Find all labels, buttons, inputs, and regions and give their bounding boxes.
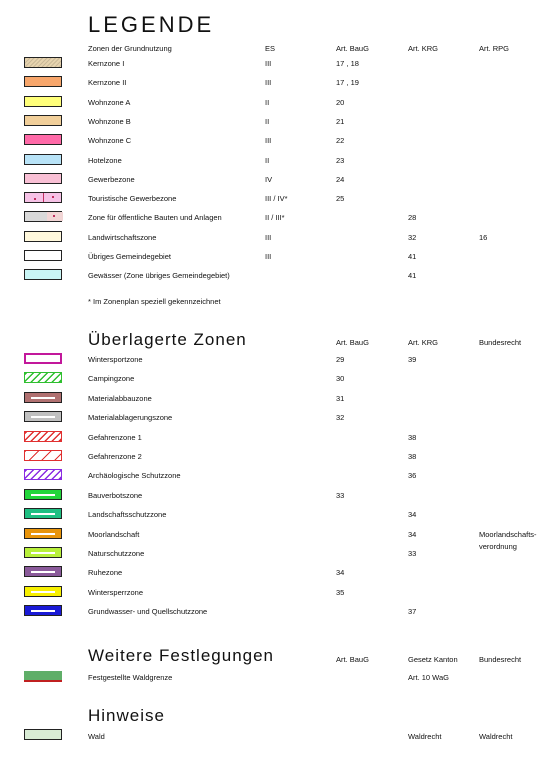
row-es: III	[265, 78, 272, 88]
wald-swatch	[24, 729, 62, 740]
row-label: Übriges Gemeindegebiet	[88, 252, 171, 261]
col-header-krg: Art. KRG	[408, 44, 439, 53]
row-label: Landwirtschaftszone	[88, 232, 157, 242]
row-label: Moorlandschaft	[88, 529, 140, 539]
gewerbe-swatch	[24, 173, 62, 184]
row-label: Wohnzone A	[88, 97, 131, 107]
col-header-baug-2: Art. BauG	[336, 338, 369, 347]
col-header-rpg: Art. RPG	[479, 44, 510, 53]
row-krg: 34	[408, 510, 417, 520]
moor-swatch	[24, 528, 62, 539]
row-baug: 22	[336, 136, 345, 146]
row-baug: 31	[336, 393, 345, 403]
row-kanton-waldgrenze: Art. 10 WaG	[408, 673, 449, 682]
row-es: IV	[265, 174, 273, 184]
row-baug: 32	[336, 413, 345, 423]
camping-swatch	[24, 372, 62, 383]
gefahr1-swatch	[24, 431, 62, 442]
row-krg: 28	[408, 213, 417, 223]
row-label: Naturschutzzone	[88, 549, 145, 558]
row-es: II / III*	[265, 213, 285, 223]
row-label: Ruhezone	[88, 568, 123, 578]
wohnB-swatch	[24, 115, 62, 126]
row-label: Gewerbezone	[88, 174, 135, 184]
waldgrenze-swatch	[24, 671, 62, 682]
row-krg: 38	[408, 452, 417, 461]
footnote: * Im Zonenplan speziell gekennzeichnet	[88, 297, 221, 306]
col-header-bund-3: Bundesrecht	[479, 655, 522, 664]
row-krg: 33	[408, 549, 417, 558]
row-label: Wintersportzone	[88, 355, 143, 364]
row-krg: 41	[408, 252, 417, 261]
row-es: III	[265, 59, 272, 68]
row-label: Zone für öffentliche Bauten und Anlagen	[88, 213, 222, 223]
landschaft-swatch	[24, 508, 62, 519]
row-krg: 37	[408, 607, 417, 617]
row-label-waldgrenze: Festgestellte Waldgrenze	[88, 673, 173, 682]
tourgew-swatch	[24, 192, 62, 203]
row-krg: 41	[408, 271, 417, 281]
bauverbot-swatch	[24, 489, 62, 500]
ablager-swatch	[24, 411, 62, 422]
row-rpg: 16	[479, 232, 488, 242]
hotel-swatch	[24, 154, 62, 165]
wohnA-swatch	[24, 96, 62, 107]
section-title-weitere: Weitere Festlegungen	[88, 646, 275, 665]
section-title-ueberlagerte: Überlagerte Zonen	[88, 330, 247, 349]
row-label: Bauverbotszone	[88, 490, 143, 500]
row-label: Gefahrenzone 2	[88, 452, 142, 461]
row-label: Gewässer (Zone übriges Gemeindegebiet)	[88, 271, 230, 281]
col-header-krg-2: Art. KRG	[408, 338, 439, 347]
row-baug: 17 , 19	[336, 78, 359, 88]
row-label: Materialabbauzone	[88, 393, 152, 403]
gewaesser-swatch	[24, 269, 62, 280]
row-baug: 21	[336, 116, 345, 126]
row-label: Wohnzone B	[88, 116, 131, 126]
row-baug: 29	[336, 355, 345, 364]
col-header-bund-2: Bundesrecht	[479, 338, 522, 347]
row-es: II	[265, 155, 270, 165]
abbau-swatch	[24, 392, 62, 403]
kern2-swatch	[24, 76, 62, 87]
row-es: III	[265, 232, 272, 242]
col-header-baug: Art. BauG	[336, 44, 369, 53]
row-baug: 25	[336, 194, 345, 204]
oeff-swatch	[24, 211, 62, 222]
wintersport-swatch	[24, 353, 62, 364]
row-label: Landschaftsschutzzone	[88, 510, 167, 520]
row-label: Materialablagerungszone	[88, 413, 173, 423]
wintersperr-swatch	[24, 586, 62, 597]
uebrig-swatch	[24, 250, 62, 261]
row-krg: 32	[408, 232, 417, 242]
row-es: II	[265, 97, 270, 107]
archaeo-swatch	[24, 469, 62, 480]
col-header-zonen: Zonen der Grundnutzung	[88, 44, 172, 53]
row-bund: verordnung	[479, 542, 517, 551]
col-header-es: ES	[265, 44, 276, 53]
gefahr2-swatch	[24, 450, 62, 461]
row-label: Gefahrenzone 1	[88, 432, 142, 442]
row-es: III / IV*	[265, 194, 288, 204]
legend-title: LEGENDE	[88, 12, 215, 37]
section-title-hinweise: Hinweise	[88, 706, 165, 725]
row-col2-wald: Waldrecht	[479, 732, 513, 741]
row-es: II	[265, 116, 270, 126]
row-baug: 20	[336, 97, 345, 107]
row-krg: 34	[408, 529, 417, 539]
col-header-baug-3: Art. BauG	[336, 655, 369, 664]
row-krg: 38	[408, 432, 417, 442]
row-label: Grundwasser- und Quellschutzzone	[88, 607, 208, 617]
grundwasser-swatch	[24, 605, 62, 616]
row-label: Wohnzone C	[88, 136, 132, 146]
row-col1-wald: Waldrecht	[408, 732, 442, 741]
row-baug: 17 , 18	[336, 59, 359, 68]
landw-swatch	[24, 231, 62, 242]
row-label: Hotelzone	[88, 155, 122, 165]
row-label: Campingzone	[88, 374, 135, 384]
row-label: Archäologische Schutzzone	[88, 471, 181, 481]
kern1-swatch	[24, 57, 62, 68]
row-baug: 24	[336, 174, 345, 184]
row-label-wald: Wald	[88, 732, 105, 741]
wohnC-swatch	[24, 134, 62, 145]
row-baug: 23	[336, 155, 345, 165]
row-krg: 36	[408, 471, 417, 481]
row-baug: 34	[336, 568, 345, 578]
row-es: III	[265, 136, 272, 146]
row-bund: Moorlandschafts-	[479, 529, 537, 539]
row-label: Kernzone I	[88, 59, 125, 68]
row-baug: 33	[336, 490, 345, 500]
natur-swatch	[24, 547, 62, 558]
row-es: III	[265, 252, 272, 261]
row-label: Wintersperrzone	[88, 587, 144, 597]
row-baug: 30	[336, 374, 345, 384]
row-label: Kernzone II	[88, 78, 127, 88]
ruhe-swatch	[24, 566, 62, 577]
row-label: Touristische Gewerbezone	[88, 194, 177, 204]
col-header-kanton-3: Gesetz Kanton	[408, 655, 458, 664]
row-krg: 39	[408, 355, 417, 364]
row-baug: 35	[336, 587, 345, 597]
